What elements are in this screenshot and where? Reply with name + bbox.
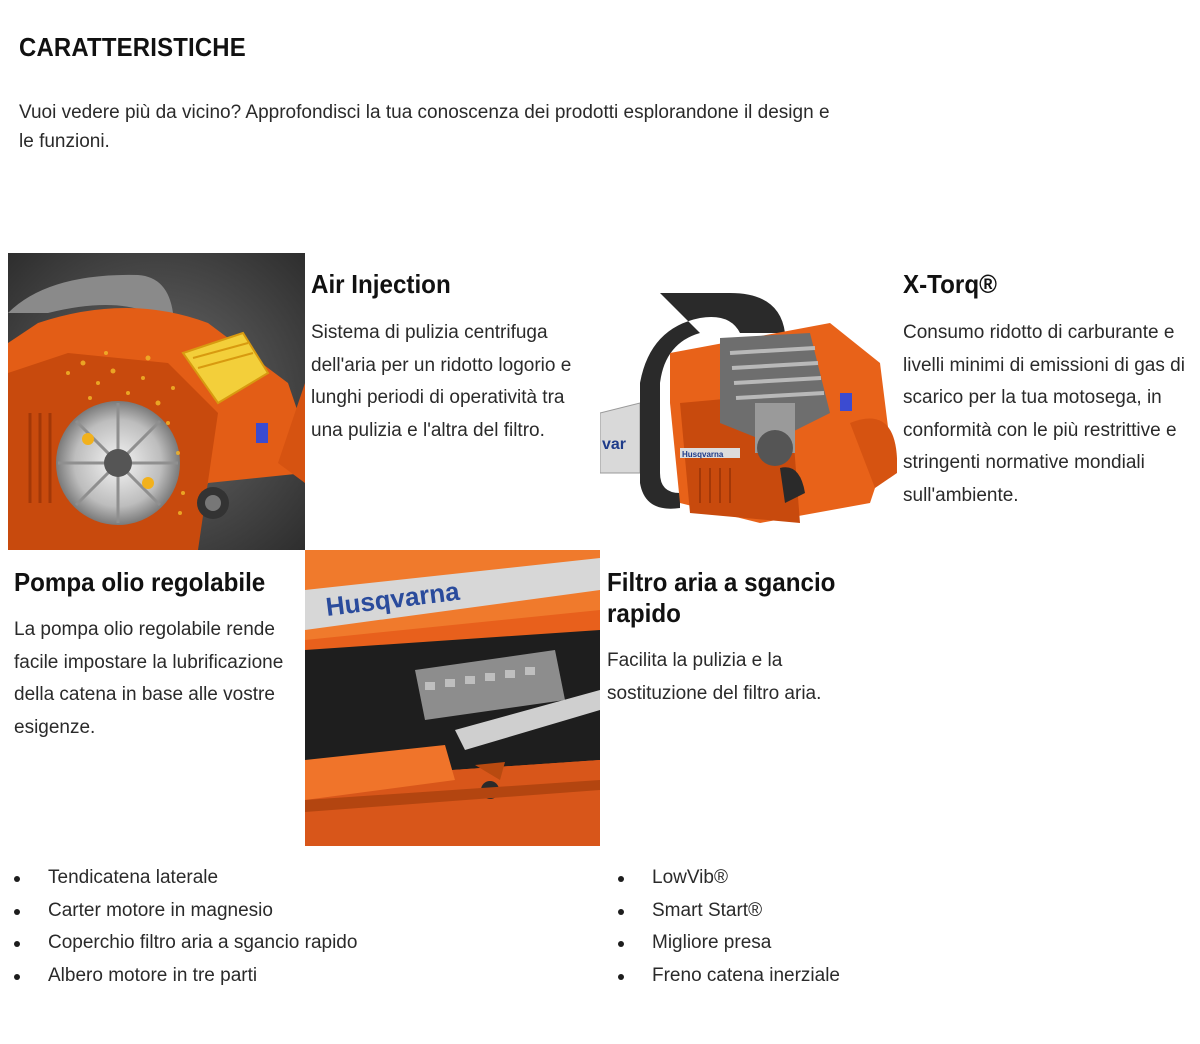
list-item: Freno catena inerziale <box>618 960 1178 993</box>
oil-pump-image <box>305 550 600 846</box>
page-title: CARATTERISTICHE <box>19 32 246 62</box>
x-torq-image <box>600 253 897 550</box>
feature-title-x-torq: X-Torq® <box>903 269 997 299</box>
feature-title-oil-pump: Pompa olio regolabile <box>14 567 266 597</box>
feature-desc-air-filter: Facilita la pulizia e la sostituzione del filtro aria. <box>607 650 822 704</box>
list-item: LowVib® <box>618 862 1178 895</box>
svg-text:Husqvarna: Husqvarna <box>682 450 724 459</box>
feature-desc-air-injection: Sistema di pulizia centrifuga dell'aria per un ridotto logorio e lunghi periodi di operatività tra una pulizia e l'altra del filtro. <box>311 322 572 441</box>
feature-title-air-filter: Filtro aria a sgancio rapido <box>607 567 836 628</box>
list-item: Coperchio filtro aria a sgancio rapido <box>14 927 574 960</box>
feature-list-left <box>14 862 574 992</box>
list-item: Carter motore in magnesio <box>14 895 574 928</box>
list-item: Albero motore in tre parti <box>14 960 574 993</box>
list-item: Migliore presa <box>618 927 1178 960</box>
list-item: Smart Start® <box>618 895 1178 928</box>
feature-title-air-injection: Air Injection <box>311 269 451 299</box>
intro-text: Vuoi vedere più da vicino? Approfondisci la tua conoscenza dei prodotti esplorandone il design e le funzioni. <box>19 102 830 152</box>
feature-list-right <box>618 862 1178 992</box>
svg-text:var: var <box>602 436 627 453</box>
feature-desc-x-torq: Consumo ridotto di carburante e livelli minimi di emissioni di gas di scarico per la tua motosega, in conformità con le più restrittive e stringenti normative mondiali sull'ambiente. <box>903 322 1185 506</box>
feature-desc-oil-pump: La pompa olio regolabile rende facile impostare la lubrificazione della catena in base alle vostre esigenze. <box>14 619 284 738</box>
list-item: Tendicatena laterale <box>14 862 574 895</box>
air-injection-image <box>8 253 305 550</box>
svg-text:Husqvarna: Husqvarna <box>324 575 462 622</box>
